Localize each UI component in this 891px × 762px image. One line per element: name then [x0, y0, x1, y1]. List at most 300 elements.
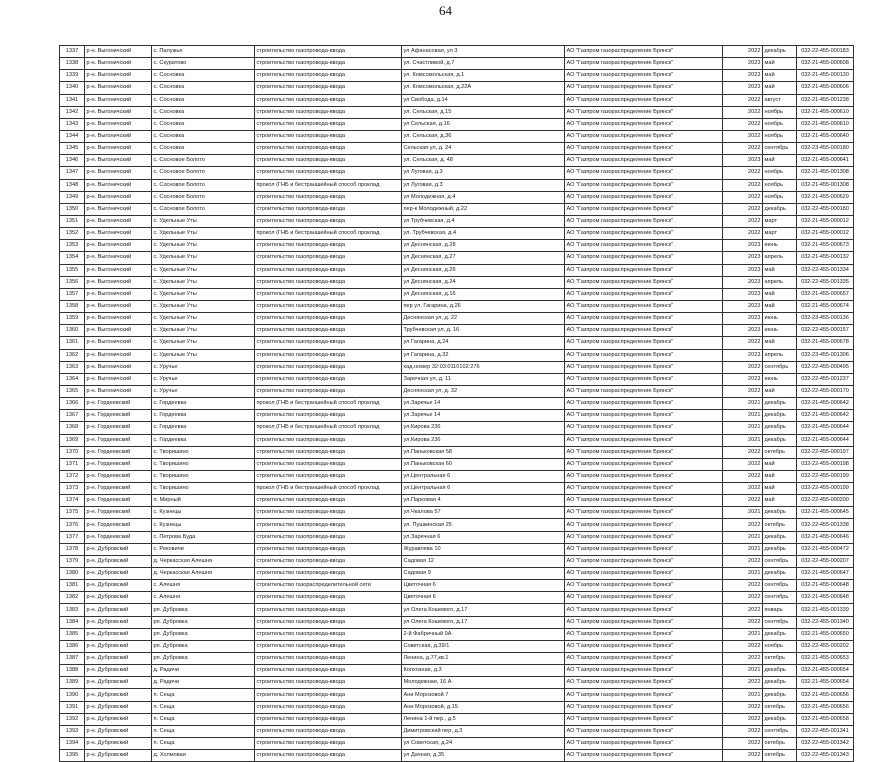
- district-cell: р-н. Выгоничский: [85, 143, 152, 155]
- code-cell: 032-21-455-000654: [797, 665, 854, 677]
- code-cell: 032-21-455-000610: [797, 106, 854, 118]
- address-cell: ул Афанасовая, ул 3: [402, 46, 565, 58]
- organization-cell: АО "Газпром газораспределение Брянск": [565, 483, 723, 495]
- code-cell: 032-22-455-000170: [797, 385, 854, 397]
- organization-cell: АО "Газпром газораспределение Брянск": [565, 470, 723, 482]
- organization-cell: АО "Газпром газораспределение Брянск": [565, 155, 723, 167]
- month-cell: апрель: [763, 276, 797, 288]
- row-number: 1393: [60, 725, 85, 737]
- address-cell: Димитровский пер, д.3: [402, 725, 565, 737]
- district-cell: р-н. Выгоничский: [85, 300, 152, 312]
- work-type-cell: строительство газопровода-ввода: [255, 130, 402, 142]
- district-cell: р-н. Дубровский: [85, 555, 152, 567]
- month-cell: декабрь: [763, 507, 797, 519]
- district-cell: р-н. Выгоничский: [85, 46, 152, 58]
- settlement-cell: с. Творишино: [152, 470, 255, 482]
- address-cell: Журавлева 10: [402, 543, 565, 555]
- organization-cell: АО "Газпром газораспределение Брянск": [565, 446, 723, 458]
- month-cell: сентябрь: [763, 555, 797, 567]
- month-cell: июнь: [763, 240, 797, 252]
- address-cell: ул.Паньковская 60: [402, 458, 565, 470]
- table-row: [60, 385, 854, 397]
- month-cell: декабрь: [763, 677, 797, 689]
- row-number: 1351: [60, 215, 85, 227]
- month-cell: декабрь: [763, 398, 797, 410]
- settlement-cell: с. Удельные Уты: [152, 313, 255, 325]
- district-cell: р-н. Выгоничский: [85, 361, 152, 373]
- organization-cell: АО "Газпром газораспределение Брянск": [565, 495, 723, 507]
- address-cell: ул.Заречная 6: [402, 531, 565, 543]
- address-cell: ул Свобода, д.14: [402, 94, 565, 106]
- year-cell: 2023: [723, 349, 763, 361]
- settlement-cell: с. Удельные Уты: [152, 252, 255, 264]
- table-row: [60, 240, 854, 252]
- table-row: [60, 568, 854, 580]
- code-cell: 032-21-455-000658: [797, 713, 854, 725]
- row-number: 1358: [60, 300, 85, 312]
- row-number: 1357: [60, 288, 85, 300]
- year-cell: 2022: [723, 215, 763, 227]
- organization-cell: АО "Газпром газораспределение Брянск": [565, 361, 723, 373]
- table-row: [60, 434, 854, 446]
- work-type-cell: строительство газопровода-ввода: [255, 543, 402, 555]
- month-cell: май: [763, 483, 797, 495]
- row-number: 1381: [60, 580, 85, 592]
- address-cell: Садовая 9: [402, 568, 565, 580]
- organization-cell: АО "Газпром газораспределение Брянск": [565, 701, 723, 713]
- year-cell: 2021: [723, 507, 763, 519]
- district-cell: р-н. Гордеевский: [85, 434, 152, 446]
- work-type-cell: строительство газопровода-ввода: [255, 677, 402, 689]
- year-cell: 2023: [723, 82, 763, 94]
- table-row: [60, 410, 854, 422]
- table-row: [60, 203, 854, 215]
- district-cell: р-н. Выгоничский: [85, 252, 152, 264]
- district-cell: р-н. Гордеевский: [85, 422, 152, 434]
- table-row: [60, 155, 854, 167]
- work-type-cell: строительство газопровода-ввода: [255, 94, 402, 106]
- month-cell: сентябрь: [763, 580, 797, 592]
- address-cell: ул Советская, д.24: [402, 738, 565, 750]
- address-cell: пер-к Молодежный, д.22: [402, 203, 565, 215]
- code-cell: 032-22-455-001335: [797, 276, 854, 288]
- row-number: 1355: [60, 264, 85, 276]
- work-type-cell: строительство газопровода-ввода: [255, 70, 402, 82]
- row-number: 1391: [60, 701, 85, 713]
- work-type-cell: строительство газопровода-ввода: [255, 143, 402, 155]
- month-cell: август: [763, 94, 797, 106]
- year-cell: 2022: [723, 677, 763, 689]
- table-row: [60, 143, 854, 155]
- address-cell: Ани Морозовой, д.15: [402, 701, 565, 713]
- code-cell: 032-21-455-000657: [797, 288, 854, 300]
- work-type-cell: строительство газопровода-ввода: [255, 410, 402, 422]
- month-cell: октябрь: [763, 738, 797, 750]
- code-cell: 032-21-455-001339: [797, 604, 854, 616]
- work-type-cell: строительство газопровода-ввода: [255, 531, 402, 543]
- month-cell: март: [763, 228, 797, 240]
- address-cell: ул.Заречье 14: [402, 410, 565, 422]
- month-cell: декабрь: [763, 628, 797, 640]
- table-row: [60, 94, 854, 106]
- work-type-cell: строительство газопровода-ввода: [255, 385, 402, 397]
- organization-cell: АО "Газпром газораспределение Брянск": [565, 555, 723, 567]
- code-cell: 032-21-455-000608: [797, 58, 854, 70]
- settlement-cell: с. Петрова Буда: [152, 531, 255, 543]
- code-cell: 032-21-455-000641: [797, 155, 854, 167]
- district-cell: р-н. Выгоничский: [85, 118, 152, 130]
- organization-cell: АО "Газпром газораспределение Брянск": [565, 507, 723, 519]
- organization-cell: АО "Газпром газораспределение Брянск": [565, 82, 723, 94]
- code-cell: 032-21-455-000012: [797, 215, 854, 227]
- year-cell: 2023: [723, 373, 763, 385]
- organization-cell: АО "Газпром газораспределение Брянск": [565, 143, 723, 155]
- settlement-cell: с. Гордеевка: [152, 422, 255, 434]
- row-number: 1359: [60, 313, 85, 325]
- organization-cell: АО "Газпром газораспределение Брянск": [565, 300, 723, 312]
- address-cell: ул. Сельская, д.36: [402, 130, 565, 142]
- row-number: 1386: [60, 640, 85, 652]
- settlement-cell: с. Сосновое Болото: [152, 179, 255, 191]
- work-type-cell: строительство газопровода-ввода: [255, 349, 402, 361]
- month-cell: ноябрь: [763, 130, 797, 142]
- address-cell: ул Олега Кошевого, д.17: [402, 616, 565, 628]
- month-cell: декабрь: [763, 689, 797, 701]
- row-number: 1367: [60, 410, 85, 422]
- year-cell: 2022: [723, 701, 763, 713]
- month-cell: сентябрь: [763, 616, 797, 628]
- row-number: 1346: [60, 155, 85, 167]
- month-cell: сентябрь: [763, 592, 797, 604]
- table-row: [60, 713, 854, 725]
- district-cell: р-н. Дубровский: [85, 665, 152, 677]
- month-cell: ноябрь: [763, 179, 797, 191]
- organization-cell: АО "Газпром газораспределение Брянск": [565, 568, 723, 580]
- address-cell: ул.Центральная 6: [402, 470, 565, 482]
- district-cell: р-н. Гордеевский: [85, 531, 152, 543]
- district-cell: р-н. Дубровский: [85, 689, 152, 701]
- settlement-cell: с. Сосновка: [152, 106, 255, 118]
- row-number: 1364: [60, 373, 85, 385]
- code-cell: 032-21-455-000644: [797, 434, 854, 446]
- table-row: [60, 616, 854, 628]
- district-cell: р-н. Гордеевский: [85, 507, 152, 519]
- month-cell: май: [763, 385, 797, 397]
- organization-cell: АО "Газпром газораспределение Брянск": [565, 689, 723, 701]
- code-cell: 032-21-455-000654: [797, 677, 854, 689]
- district-cell: р-н. Выгоничский: [85, 155, 152, 167]
- settlement-cell: с. Уручье: [152, 361, 255, 373]
- row-number: 1366: [60, 398, 85, 410]
- year-cell: 2022: [723, 446, 763, 458]
- code-cell: 032-21-455-000644: [797, 422, 854, 434]
- settlement-cell: с. Сосновка: [152, 118, 255, 130]
- work-type-cell: строительство газопровода-ввода: [255, 701, 402, 713]
- code-cell: 032-21-455-001308: [797, 179, 854, 191]
- address-cell: Ани Морозовой 7: [402, 689, 565, 701]
- address-cell: ул Гагарина, д.32: [402, 349, 565, 361]
- month-cell: октябрь: [763, 653, 797, 665]
- year-cell: 2022: [723, 495, 763, 507]
- address-cell: Колхозная, д.3: [402, 665, 565, 677]
- settlement-cell: с. Алешня: [152, 580, 255, 592]
- organization-cell: АО "Газпром газораспределение Брянск": [565, 118, 723, 130]
- settlement-cell: п. Мирный: [152, 495, 255, 507]
- district-cell: р-н. Дубровский: [85, 580, 152, 592]
- month-cell: май: [763, 458, 797, 470]
- row-number: 1377: [60, 531, 85, 543]
- address-cell: кад.номер 32:03:0110102:276: [402, 361, 565, 373]
- work-type-cell: строительство газопровода-ввода: [255, 264, 402, 276]
- address-cell: Деснянская ул, д. 22: [402, 313, 565, 325]
- code-cell: 032-23-455-000180: [797, 143, 854, 155]
- month-cell: октябрь: [763, 519, 797, 531]
- district-cell: р-н. Выгоничский: [85, 313, 152, 325]
- organization-cell: АО "Газпром газораспределение Брянск": [565, 240, 723, 252]
- table-row: [60, 750, 854, 762]
- row-number: 1338: [60, 58, 85, 70]
- month-cell: октябрь: [763, 750, 797, 762]
- address-cell: ул Трубчевская, д.4: [402, 215, 565, 227]
- row-number: 1374: [60, 495, 85, 507]
- district-cell: р-н. Выгоничский: [85, 276, 152, 288]
- organization-cell: АО "Газпром газораспределение Брянск": [565, 337, 723, 349]
- address-cell: Ленина, д.77,кв.1: [402, 653, 565, 665]
- month-cell: май: [763, 470, 797, 482]
- address-cell: ул Луговая, д.3: [402, 167, 565, 179]
- address-cell: ул Деснянская, д.16: [402, 288, 565, 300]
- year-cell: 2021: [723, 422, 763, 434]
- year-cell: 2023: [723, 276, 763, 288]
- row-number: 1363: [60, 361, 85, 373]
- year-cell: 2022: [723, 167, 763, 179]
- month-cell: декабрь: [763, 422, 797, 434]
- district-cell: р-н. Выгоничский: [85, 373, 152, 385]
- organization-cell: АО "Газпром газораспределение Брянск": [565, 640, 723, 652]
- work-type-cell: строительство газопровода-ввода: [255, 640, 402, 652]
- district-cell: р-н. Выгоничский: [85, 94, 152, 106]
- settlement-cell: с. Гордеевка: [152, 410, 255, 422]
- settlement-cell: с. Сосновое Болото: [152, 203, 255, 215]
- month-cell: октябрь: [763, 701, 797, 713]
- table-row: [60, 288, 854, 300]
- year-cell: 2021: [723, 628, 763, 640]
- table-row: [60, 738, 854, 750]
- address-cell: ул Дачная, д.35: [402, 750, 565, 762]
- month-cell: сентябрь: [763, 361, 797, 373]
- code-cell: 032-22-455-001237: [797, 373, 854, 385]
- address-cell: Советская, д.39/1: [402, 640, 565, 652]
- district-cell: р-н. Гордеевский: [85, 519, 152, 531]
- row-number: 1341: [60, 94, 85, 106]
- month-cell: декабрь: [763, 543, 797, 555]
- year-cell: 2021: [723, 568, 763, 580]
- code-cell: 032-22-455-000199: [797, 483, 854, 495]
- address-cell: ул. Комсомольская, д.22А: [402, 82, 565, 94]
- row-number: 1347: [60, 167, 85, 179]
- month-cell: декабрь: [763, 531, 797, 543]
- address-cell: ул Луговая, д.3: [402, 179, 565, 191]
- month-cell: май: [763, 70, 797, 82]
- settlement-cell: с. Сосновка: [152, 94, 255, 106]
- organization-cell: АО "Газпром газораспределение Брянск": [565, 264, 723, 276]
- row-number: 1354: [60, 252, 85, 264]
- code-cell: 032-22-455-000199: [797, 470, 854, 482]
- settlement-cell: с. Алешня: [152, 592, 255, 604]
- table-row: [60, 215, 854, 227]
- table-row: [60, 543, 854, 555]
- year-cell: 2022: [723, 203, 763, 215]
- row-number: 1343: [60, 118, 85, 130]
- address-cell: Цветочная 6: [402, 592, 565, 604]
- code-cell: 032-21-455-001238: [797, 94, 854, 106]
- table-row: [60, 58, 854, 70]
- district-cell: р-н. Дубровский: [85, 713, 152, 725]
- settlement-cell: с. Скуратово: [152, 58, 255, 70]
- organization-cell: АО "Газпром газораспределение Брянск": [565, 713, 723, 725]
- row-number: 1337: [60, 46, 85, 58]
- code-cell: 032-23-455-000136: [797, 313, 854, 325]
- row-number: 1379: [60, 555, 85, 567]
- district-cell: р-н. Выгоничский: [85, 82, 152, 94]
- row-number: 1362: [60, 349, 85, 361]
- year-cell: 2023: [723, 155, 763, 167]
- settlement-cell: п. Сеща: [152, 738, 255, 750]
- code-cell: 032-21-455-000610: [797, 118, 854, 130]
- organization-cell: АО "Газпром газораспределение Брянск": [565, 410, 723, 422]
- district-cell: р-н. Дубровский: [85, 725, 152, 737]
- month-cell: ноябрь: [763, 640, 797, 652]
- table-row: [60, 507, 854, 519]
- month-cell: апрель: [763, 252, 797, 264]
- row-number: 1371: [60, 458, 85, 470]
- address-cell: ул.Центральная 6: [402, 483, 565, 495]
- work-type-cell: строительство газопровода-ввода: [255, 725, 402, 737]
- settlement-cell: с. Сосновое Болото: [152, 167, 255, 179]
- month-cell: май: [763, 337, 797, 349]
- year-cell: 2022: [723, 179, 763, 191]
- address-cell: ул.Кирова 236: [402, 434, 565, 446]
- settlement-cell: с. Гордеевка: [152, 398, 255, 410]
- address-cell: Сельская ул, д. 24: [402, 143, 565, 155]
- code-cell: 032-22-455-001342: [797, 738, 854, 750]
- work-type-cell: строительство газопровода-ввода: [255, 46, 402, 58]
- work-type-cell: прокол (ГНБ и бестраншейный способ проклад: [255, 179, 402, 191]
- work-type-cell: строительство газопровода-ввода: [255, 750, 402, 762]
- settlement-cell: с. Удельные Уты: [152, 300, 255, 312]
- table-row: [60, 640, 854, 652]
- year-cell: 2022: [723, 46, 763, 58]
- address-cell: ул Деснянская, д.24: [402, 276, 565, 288]
- organization-cell: АО "Газпром газораспределение Брянск": [565, 215, 723, 227]
- month-cell: май: [763, 264, 797, 276]
- work-type-cell: строительство газопровода-ввода: [255, 252, 402, 264]
- code-cell: 032-21-455-000674: [797, 300, 854, 312]
- table-row: [60, 349, 854, 361]
- month-cell: май: [763, 300, 797, 312]
- district-cell: р-н. Выгоничский: [85, 228, 152, 240]
- district-cell: р-н. Гордеевский: [85, 446, 152, 458]
- settlement-cell: с. Кузнецы: [152, 507, 255, 519]
- address-cell: ул Гагарина, д.24: [402, 337, 565, 349]
- month-cell: март: [763, 215, 797, 227]
- year-cell: 2023: [723, 240, 763, 252]
- month-cell: ноябрь: [763, 118, 797, 130]
- work-type-cell: строительство газопровода-ввода: [255, 568, 402, 580]
- month-cell: май: [763, 155, 797, 167]
- code-cell: 032-22-455-000197: [797, 446, 854, 458]
- organization-cell: АО "Газпром газораспределение Брянск": [565, 385, 723, 397]
- year-cell: 2021: [723, 410, 763, 422]
- work-type-cell: строительство газопровода-ввода: [255, 458, 402, 470]
- row-number: 1388: [60, 665, 85, 677]
- organization-cell: АО "Газпром газораспределение Брянск": [565, 616, 723, 628]
- row-number: 1383: [60, 604, 85, 616]
- district-cell: р-н. Выгоничский: [85, 349, 152, 361]
- table-row: [60, 264, 854, 276]
- year-cell: 2023: [723, 252, 763, 264]
- organization-cell: АО "Газпром газораспределение Брянск": [565, 665, 723, 677]
- work-type-cell: строительство газопровода-ввода: [255, 713, 402, 725]
- row-number: 1376: [60, 519, 85, 531]
- organization-cell: АО "Газпром газораспределение Брянск": [565, 580, 723, 592]
- organization-cell: АО "Газпром газораспределение Брянск": [565, 543, 723, 555]
- work-type-cell: строительство газопровода-ввода: [255, 325, 402, 337]
- organization-cell: АО "Газпром газораспределение Брянск": [565, 653, 723, 665]
- row-number: 1389: [60, 677, 85, 689]
- district-cell: р-н. Дубровский: [85, 738, 152, 750]
- work-type-cell: строительство газопровода-ввода: [255, 738, 402, 750]
- table-row: [60, 313, 854, 325]
- page-number: 64: [439, 3, 452, 18]
- address-cell: ул Молодежная, д.4: [402, 191, 565, 203]
- table-row: [60, 458, 854, 470]
- code-cell: 032-21-455-000647: [797, 568, 854, 580]
- month-cell: апрель: [763, 349, 797, 361]
- district-cell: р-н. Дубровский: [85, 568, 152, 580]
- year-cell: 2022: [723, 555, 763, 567]
- code-cell: 032-21-455-000012: [797, 228, 854, 240]
- year-cell: 2023: [723, 325, 763, 337]
- settlement-cell: с. Кузнецы: [152, 519, 255, 531]
- work-type-cell: строительство газопровода-ввода: [255, 288, 402, 300]
- address-cell: ул.Паньковская 58: [402, 446, 565, 458]
- settlement-cell: с. Удельные Уты: [152, 288, 255, 300]
- year-cell: 2022: [723, 191, 763, 203]
- table-row: [60, 82, 854, 94]
- district-cell: р-н. Выгоничский: [85, 203, 152, 215]
- table-row: [60, 580, 854, 592]
- address-cell: ул. Сельская, д.15: [402, 106, 565, 118]
- district-cell: р-н. Дубровский: [85, 592, 152, 604]
- district-cell: р-н. Гордеевский: [85, 458, 152, 470]
- table-row: [60, 531, 854, 543]
- district-cell: р-н. Выгоничский: [85, 325, 152, 337]
- settlement-cell: д. Черкасская Алешня: [152, 555, 255, 567]
- month-cell: ноябрь: [763, 106, 797, 118]
- row-number: 1348: [60, 179, 85, 191]
- district-cell: р-н. Дубровский: [85, 640, 152, 652]
- address-cell: ул.Парковая 4: [402, 495, 565, 507]
- row-number: 1360: [60, 325, 85, 337]
- work-type-cell: строительство газопровода-ввода: [255, 592, 402, 604]
- code-cell: 032-23-455-001306: [797, 349, 854, 361]
- settlement-cell: д. Черкасская Алешня: [152, 568, 255, 580]
- settlement-cell: с. Гордеевка: [152, 434, 255, 446]
- settlement-cell: д. Радичи: [152, 665, 255, 677]
- month-cell: сентябрь: [763, 143, 797, 155]
- district-cell: р-н. Выгоничский: [85, 179, 152, 191]
